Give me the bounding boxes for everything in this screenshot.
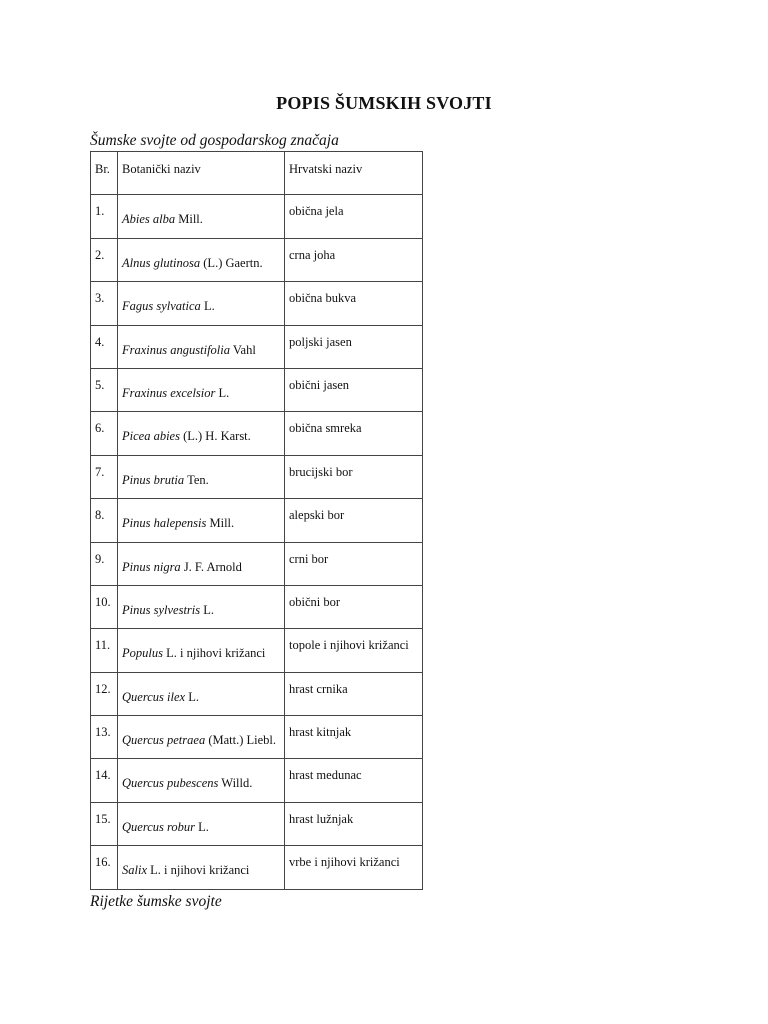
species-latin: Salix — [122, 863, 147, 878]
table-row — [91, 629, 423, 672]
croatian-name: obična jela — [285, 195, 423, 238]
croatian-name: hrast crnika — [285, 672, 423, 715]
species-author: (L.) Gaertn. — [200, 255, 263, 270]
species-latin: Quercus robur — [122, 819, 196, 834]
species-latin: Populus — [122, 646, 163, 661]
row-number: 3. — [91, 282, 118, 325]
botanical-name — [118, 412, 285, 455]
species-author: Mill. — [175, 212, 203, 227]
table-row — [91, 716, 423, 759]
croatian-name: poljski jasen — [285, 325, 423, 368]
croatian-name: brucijski bor — [285, 455, 423, 498]
croatian-name: crni bor — [285, 542, 423, 585]
table-row — [91, 802, 423, 845]
croatian-name: alepski bor — [285, 499, 423, 542]
botanical-name — [118, 716, 285, 759]
botanical-name — [118, 195, 285, 238]
table-row — [91, 195, 423, 238]
species-author: L. — [200, 602, 215, 617]
botanical-name — [118, 368, 285, 411]
species-author: (L.) H. Karst. — [179, 429, 251, 444]
botanical-name — [118, 325, 285, 368]
species-latin: Quercus pubescens — [122, 776, 219, 791]
row-number: 6. — [91, 412, 118, 455]
species-author: L. i njihovi križanci — [147, 863, 250, 878]
table-row — [91, 585, 423, 628]
species-author: L. — [200, 299, 215, 314]
header-botanical-name: Botanički naziv — [118, 152, 285, 195]
table-row — [91, 846, 423, 889]
botanical-name — [118, 759, 285, 802]
species-latin: Quercus petraea — [122, 733, 206, 748]
croatian-name: hrast kitnjak — [285, 716, 423, 759]
botanical-name — [118, 542, 285, 585]
species-table — [90, 151, 423, 890]
row-number: 4. — [91, 325, 118, 368]
species-latin: Picea abies — [122, 429, 180, 444]
page-title: POPIS ŠUMSKIH SVOJTI — [276, 93, 492, 113]
row-number: 7. — [91, 455, 118, 498]
row-number: 13. — [91, 716, 118, 759]
table-row — [91, 499, 423, 542]
row-number: 10. — [91, 585, 118, 628]
section-heading-economic: Šumske svojte od gospodarskog značaja — [90, 132, 339, 149]
croatian-name: hrast medunac — [285, 759, 423, 802]
table-row — [91, 282, 423, 325]
species-author: Willd. — [218, 776, 253, 791]
species-latin: Pinus halepensis — [122, 516, 207, 531]
species-author: L. i njihovi križanci — [162, 646, 266, 661]
table-row — [91, 455, 423, 498]
botanical-name — [118, 499, 285, 542]
header-croatian-name: Hrvatski naziv — [285, 152, 423, 195]
botanical-name — [118, 585, 285, 628]
table-row — [91, 238, 423, 281]
row-number: 8. — [91, 499, 118, 542]
species-latin: Pinus sylvestris — [122, 602, 201, 617]
croatian-name: obična smreka — [285, 412, 423, 455]
row-number: 1. — [91, 195, 118, 238]
row-number: 12. — [91, 672, 118, 715]
table-row — [91, 759, 423, 802]
table-row — [91, 368, 423, 411]
species-latin: Fraxinus angustifolia — [122, 342, 230, 357]
botanical-name — [118, 455, 285, 498]
header-number: Br. — [91, 152, 118, 195]
species-latin: Quercus ilex — [122, 689, 186, 704]
species-latin: Alnus glutinosa — [122, 255, 201, 270]
croatian-name: obična bukva — [285, 282, 423, 325]
species-latin: Pinus nigra — [122, 559, 181, 574]
species-author: Ten. — [184, 472, 209, 487]
species-author: L. — [185, 689, 199, 704]
species-author: J. F. Arnold — [180, 559, 242, 574]
botanical-name — [118, 802, 285, 845]
botanical-name — [118, 672, 285, 715]
table-row — [91, 672, 423, 715]
botanical-name — [118, 238, 285, 281]
row-number: 16. — [91, 846, 118, 889]
botanical-name — [118, 282, 285, 325]
croatian-name: obični jasen — [285, 368, 423, 411]
row-number: 14. — [91, 759, 118, 802]
croatian-name: hrast lužnjak — [285, 802, 423, 845]
botanical-name — [118, 846, 285, 889]
species-latin: Abies alba — [122, 212, 176, 227]
row-number: 9. — [91, 542, 118, 585]
species-author: Vahl — [230, 342, 256, 357]
section-heading-rare: Rijetke šumske svojte — [90, 893, 222, 910]
croatian-name: obični bor — [285, 585, 423, 628]
table-header-row — [91, 152, 423, 195]
species-latin: Fagus sylvatica — [122, 299, 201, 314]
croatian-name: vrbe i njihovi križanci — [285, 846, 423, 889]
species-author: L. — [195, 819, 209, 834]
row-number: 5. — [91, 368, 118, 411]
species-latin: Fraxinus excelsior — [122, 385, 216, 400]
row-number: 15. — [91, 802, 118, 845]
species-author: L. — [215, 385, 230, 400]
species-author: Mill. — [206, 516, 235, 531]
botanical-name — [118, 629, 285, 672]
table-row — [91, 542, 423, 585]
table-row — [91, 412, 423, 455]
row-number: 11. — [91, 629, 118, 672]
croatian-name: crna joha — [285, 238, 423, 281]
table-row — [91, 325, 423, 368]
row-number: 2. — [91, 238, 118, 281]
species-latin: Pinus brutia — [122, 472, 185, 487]
species-author: (Matt.) Liebl. — [205, 733, 277, 748]
croatian-name: topole i njihovi križanci — [285, 629, 423, 672]
